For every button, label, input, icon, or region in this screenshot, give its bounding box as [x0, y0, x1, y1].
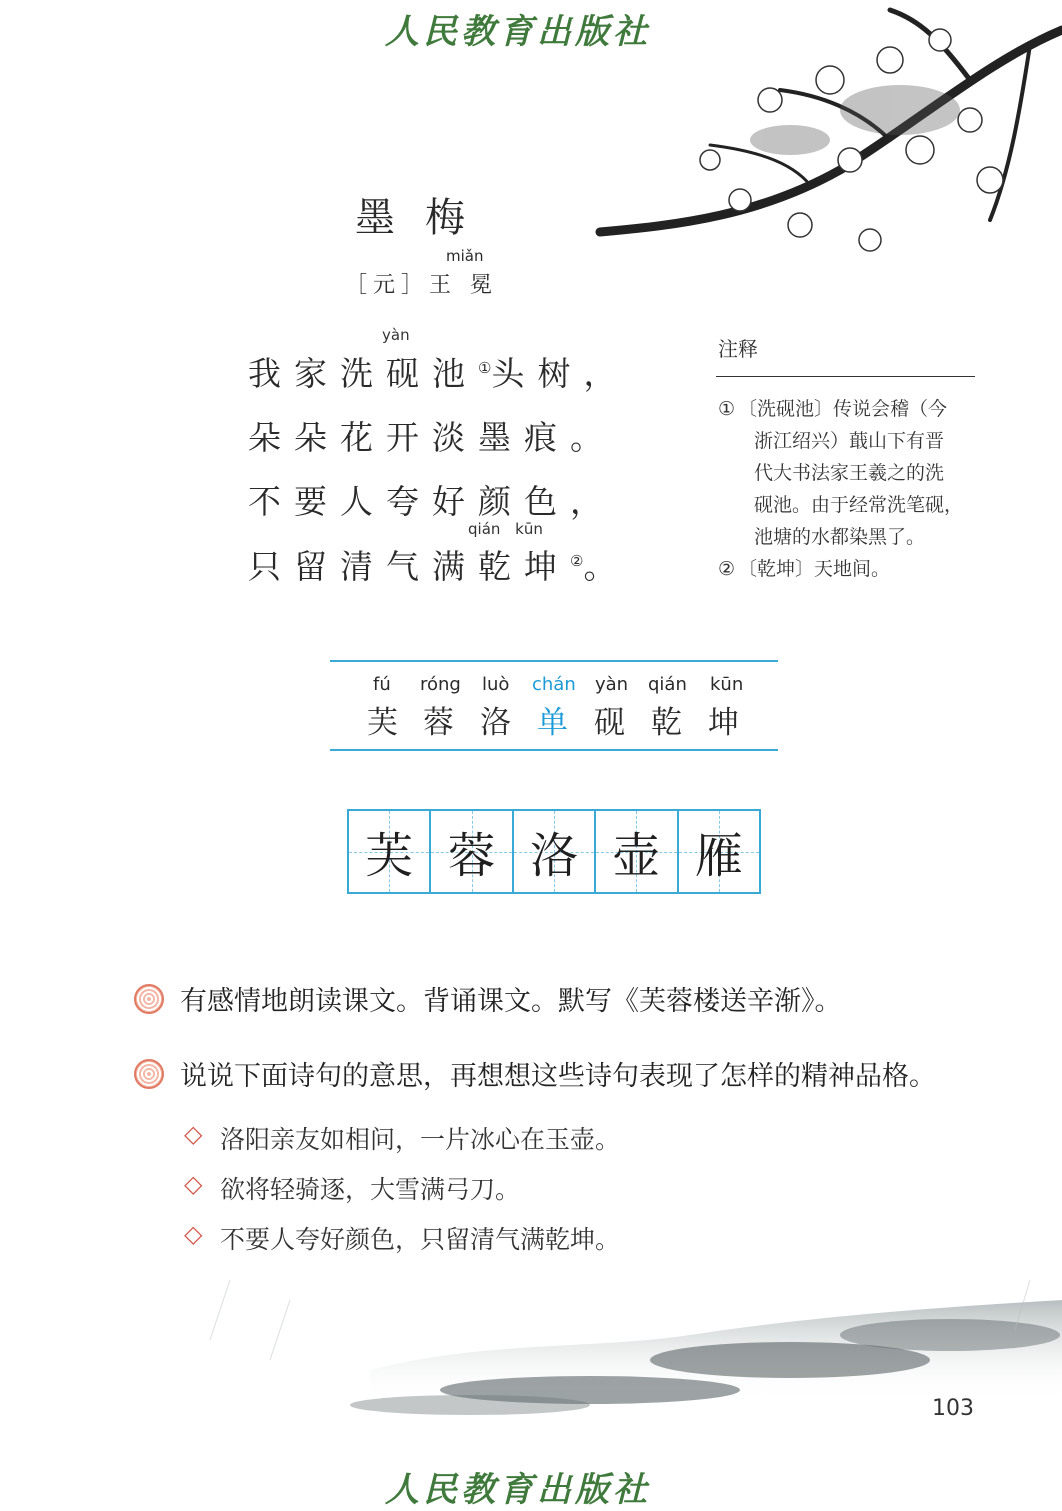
vocab-pinyin-kun: kūn — [710, 674, 744, 695]
vocab-rule-bottom — [330, 749, 778, 751]
vocab-pinyin-rong: róng — [420, 674, 461, 695]
publisher-logo-bottom: 人民教育出版社 — [385, 1470, 651, 1510]
pinyin-yan: yàn — [382, 326, 410, 344]
vocab-char-kun: 坤 — [708, 705, 739, 741]
poem-line-1 — [248, 348, 629, 395]
vocab-pinyin-qian: qián — [648, 674, 687, 695]
vocab-pinyin-yan: yàn — [595, 674, 629, 695]
note-1-num: ① — [718, 398, 736, 420]
note-1-line-4: 砚池。由于经常洗笔砚， — [754, 494, 964, 516]
writing-cell — [349, 811, 431, 892]
note-2-num: ② — [718, 558, 736, 580]
page-number: 103 — [932, 1396, 974, 1421]
poem-line-4-char: 乾坤 — [478, 547, 570, 586]
diamond-bullet-icon: ◇ — [184, 1120, 203, 1148]
task-1: 有感情地朗读课文。背诵课文。默写《芙蓉楼送辛渐》。 — [180, 986, 842, 1017]
poem-line-1-char: 砚 — [386, 354, 432, 393]
task-seal-icon — [134, 984, 164, 1014]
vocab-rule-top — [330, 660, 778, 662]
poem-line-4-before: 只留清气满 — [248, 547, 478, 586]
note-1-line-5: 池塘的水都染黑了。 — [754, 526, 926, 548]
vocab-char-yan: 砚 — [594, 705, 625, 741]
sub-item-2: 欲将轻骑逐，大雪满弓刀。 — [220, 1175, 521, 1204]
pinyin-qiankun: qián kūn — [468, 520, 543, 538]
notes-divider — [716, 376, 975, 377]
writing-grid — [347, 809, 761, 894]
publisher-logo-top: 人民教育出版社 — [385, 12, 651, 52]
vocab-char-qian: 乾 — [651, 705, 682, 741]
writing-cell — [679, 811, 759, 892]
writing-char-3: 洛 — [530, 828, 579, 884]
poem-line-4 — [248, 541, 629, 588]
poem-line-1-before: 我家洗 — [248, 354, 386, 393]
vocab-char-rong: 蓉 — [423, 705, 454, 741]
writing-char-4: 壶 — [612, 828, 661, 884]
note-1-line-1: 〔洗砚池〕传说会稽（今 — [738, 398, 948, 420]
note-1-line-3: 代大书法家王羲之的洗 — [754, 462, 945, 484]
note-1-line-2: 浙江绍兴）蕺山下有晋 — [754, 430, 945, 452]
diamond-bullet-icon: ◇ — [184, 1170, 203, 1198]
vocab-char-fu: 芙 — [367, 705, 398, 741]
writing-cell — [596, 811, 678, 892]
sub-item-1: 洛阳亲友如相问，一片冰心在玉壶。 — [220, 1125, 621, 1154]
footnote-marker-1: ① — [478, 359, 492, 377]
notes-title: 注释 — [718, 337, 758, 361]
poem-line-1-tail: 头树， — [491, 354, 630, 393]
footnote-marker-2: ② — [570, 552, 584, 570]
plum-blossom-illustration — [590, 0, 1062, 280]
writing-cell — [431, 811, 513, 892]
poem-line-3: 不要人夸好颜色， — [248, 482, 616, 521]
task-seal-icon — [134, 1059, 164, 1089]
writing-char-1: 芙 — [365, 828, 414, 884]
writing-cell — [514, 811, 596, 892]
poem-title: 墨梅 — [355, 195, 495, 241]
note-2-line-1: 〔乾坤〕天地间。 — [738, 558, 891, 580]
diamond-bullet-icon: ◇ — [184, 1220, 203, 1248]
poem-author: ［元］王 冕 — [345, 273, 498, 298]
poem-line-1-after: 池 — [432, 354, 478, 393]
vocab-pinyin-fu: fú — [373, 674, 391, 695]
poem-line-2: 朵朵花开淡墨痕。 — [248, 418, 616, 457]
vocab-pinyin-luo: luò — [482, 674, 510, 695]
author-pinyin: miǎn — [446, 247, 484, 265]
sub-item-3: 不要人夸好颜色，只留清气满乾坤。 — [220, 1225, 621, 1254]
writing-char-2: 蓉 — [447, 828, 496, 884]
poem-line-4-tail: 。 — [583, 547, 630, 586]
ink-landscape-illustration — [170, 1280, 1062, 1450]
task-2: 说说下面诗句的意思，再想想这些诗句表现了怎样的精神品格。 — [180, 1061, 936, 1092]
vocab-char-chan: 单 — [537, 705, 568, 741]
writing-char-5: 雁 — [694, 828, 743, 884]
vocab-char-luo: 洛 — [480, 705, 511, 741]
vocab-pinyin-chan: chán — [532, 674, 576, 695]
